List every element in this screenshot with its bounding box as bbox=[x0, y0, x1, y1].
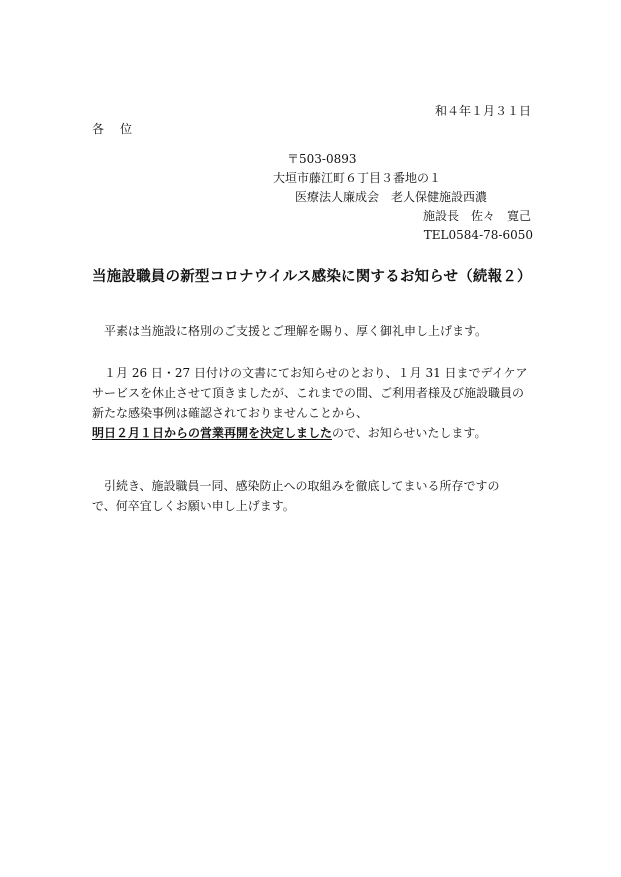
paragraph-announcement bbox=[92, 363, 537, 443]
paragraph-closing bbox=[92, 476, 537, 516]
paragraph-line: 引続き、施設職員一同、感染防止への取組みを徹底してまいる所存ですの bbox=[104, 479, 500, 493]
emphasized-announcement: 明日２月１日からの営業再開を決定しました bbox=[92, 426, 333, 440]
sender-postal-code: 〒503-0893 bbox=[287, 152, 357, 166]
sender-director: 施設長 佐々 寛己 bbox=[422, 209, 531, 223]
paragraph-greeting bbox=[92, 321, 537, 341]
notice-title: 当施設職員の新型コロナウイルス感染に関するお知らせ（続報２） bbox=[92, 268, 532, 285]
paragraph-line: 新たな感染事例は確認されておりませんことから、 bbox=[92, 406, 369, 420]
sender-address: 大垣市藤江町６丁目３番地の１ bbox=[273, 171, 442, 185]
announcement-rest: ので、お知らせいたします。 bbox=[332, 426, 487, 440]
sender-block bbox=[273, 152, 533, 247]
sender-tel: TEL0584-78-6050 bbox=[423, 228, 533, 242]
document-date: 和４年１月３１日 bbox=[434, 104, 531, 118]
sender-organization: 医療法人廉成会 老人保健施設西濃 bbox=[295, 190, 488, 204]
paragraph-line: １月 26 日・27 日付けの文書にてお知らせのとおり、１月 31 日までデイケア bbox=[104, 366, 528, 380]
paragraph-line: 平素は当施設に格別のご支援とご理解を賜り、厚く御礼申し上げます。 bbox=[104, 324, 488, 338]
paragraph-line: で、何卒宜しくお願い申し上げます。 bbox=[92, 499, 295, 513]
paragraph-line: サービスを休止させて頂きましたが、これまでの間、ご利用者様及び施設職員の bbox=[92, 386, 525, 400]
paragraph-line bbox=[92, 423, 537, 443]
addressee: 各 位 bbox=[92, 122, 135, 136]
